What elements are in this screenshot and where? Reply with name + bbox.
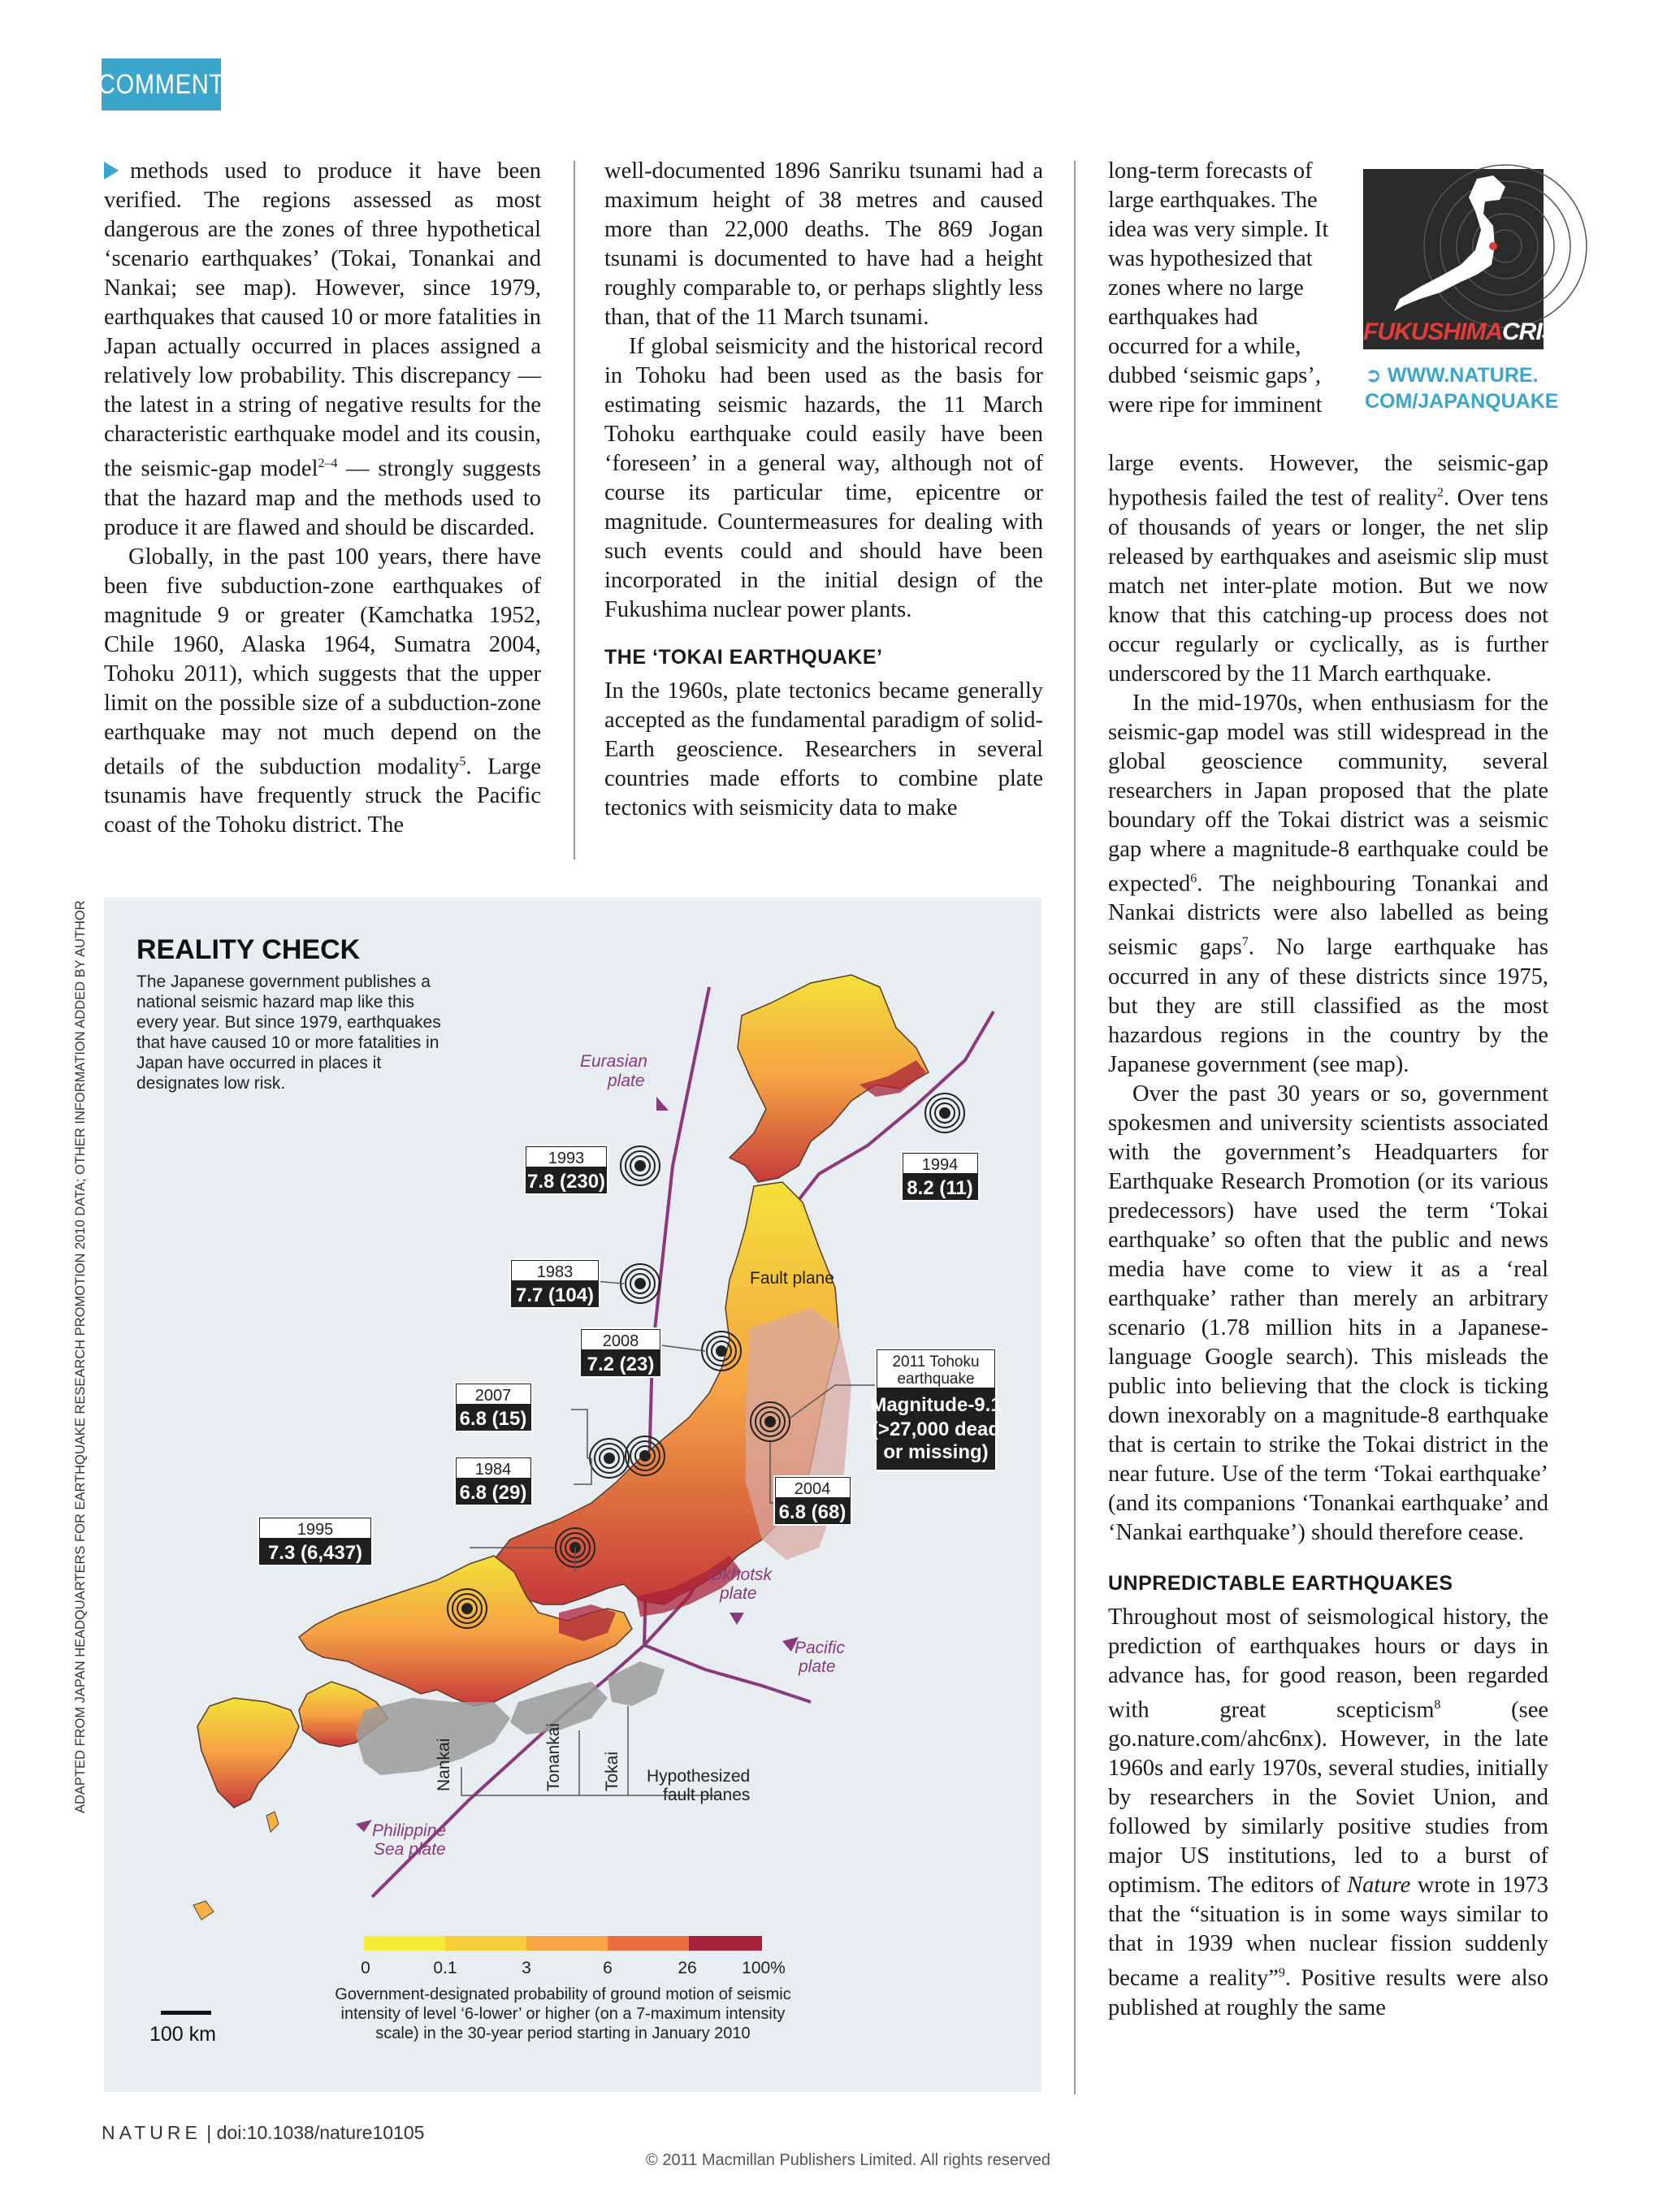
arrow-icon: ➲ [1365, 364, 1388, 387]
probability-scale [335, 1936, 790, 2042]
svg-text:Japan have occurred in places: Japan have occurred in places it [136, 1054, 382, 1072]
svg-text:fault planes: fault planes [663, 1786, 751, 1804]
svg-text:The Japanese government publis: The Japanese government publishes a [136, 972, 431, 991]
epicentre-icon [621, 1264, 660, 1303]
svg-text:1984: 1984 [474, 1461, 512, 1479]
svg-text:Eurasian: Eurasian [580, 1052, 647, 1071]
quake-callout-1993 [525, 1145, 608, 1194]
svg-text:2011 Tohoku: 2011 Tohoku [892, 1353, 980, 1371]
svg-text:that have caused 10 or more fa: that have caused 10 or more fatalities in [136, 1033, 439, 1052]
scale-swatch [608, 1936, 689, 1951]
svg-text:6: 6 [603, 1959, 613, 1977]
fukushima-crisis-thumbnail[interactable] [1363, 169, 1579, 349]
svg-text:26: 26 [678, 1959, 697, 1977]
svg-text:7.2 (23): 7.2 (23) [587, 1353, 655, 1375]
quake-callout-2007 [455, 1383, 532, 1431]
svg-text:Pacific: Pacific [795, 1639, 845, 1657]
crisis-label: FUKUSHIMACRISIS [1363, 318, 1579, 345]
svg-text:100%: 100% [742, 1959, 786, 1977]
scale-swatch [364, 1936, 445, 1951]
footer: NATURE | doi:10.1038/nature10105 [102, 2122, 425, 2143]
paragraph: methods used to produce it have been verified. The regions assessed as most dangerous are the zones of three hypothetical ‘scenario earthquakes’ (Tokai, Tonankai and Nankai; see map). However, since 1979, earthquakes that caused 10 or more fatalities in Japan actually occurred in places assigned a relatively low probability. This discrepancy — the latest in a string of negative results for the characteristic earthquake model and its cousin, the seismic-gap model$^{2-4}$ — strongly suggests that the hazard map and the methods used to produce it are flawed and should be discarded. [104, 158, 541, 540]
reality-check-figure [104, 898, 1041, 2092]
quake-callout-2008 [580, 1328, 661, 1377]
svg-text:0.1: 0.1 [433, 1959, 457, 1977]
svg-text:Nankai: Nankai [435, 1738, 453, 1791]
fault-plane-label: Fault plane [750, 1269, 834, 1288]
paragraph: Throughout most of seismological history, the prediction of earthquakes hours or days in advance has, for good reason, been regarded with great scepticism$^8$ (see go.nature.com/ahc6nx). However, in the late 1960s and early 1970s, several studies, initially by researchers in the Soviet Union, and followed by similarly positive studies from major US institutions, led to a burst of optimism. The editors of Nature wrote in 1973 that the “situation is in some ways similar to that in 1939 when nuclear fission suddenly became a reality”$^9$. Positive results were also published at roughly the same [1108, 1604, 1548, 2020]
column-1 [104, 157, 541, 840]
arrow-icon [656, 1097, 669, 1111]
hazard-map [104, 898, 1041, 2092]
scale-caption [335, 1986, 790, 2042]
epicentre-icon [590, 1439, 629, 1478]
svg-text:intensity of level ‘6-lower’ o: intensity of level ‘6-lower’ or higher (on a 7-maximum intensity [340, 2005, 786, 2023]
paragraph: long-term forecasts of large earthquakes. The idea was very simple. It was hypothesized that zones where no large earthquakes had occurred for a while, dubbed ‘seismic gaps’, were ripe for imminent [1108, 158, 1329, 418]
quake-callout-1984 [455, 1457, 532, 1505]
southern-islands [193, 1812, 279, 1920]
svg-text:Tonankai: Tonankai [544, 1722, 563, 1791]
svg-text:Government-designated probabil: Government-designated probability of ground motion of seismic [335, 1986, 791, 2003]
svg-text:6.8 (15): 6.8 (15) [459, 1408, 527, 1430]
svg-text:plate: plate [608, 1072, 645, 1090]
svg-text:or missing): or missing) [883, 1441, 989, 1463]
quake-callout-2011-tohoku [870, 1349, 1001, 1470]
paragraph: In the mid-1970s, when enthusiasm for the seismic-gap model was still widespread in the global geoscience community, several researchers in Japan proposed that the plate boundary off the Tokai district was a seismic gap where a magnitude-8 earthquake could be expected$^6$. The neighbouring Tonankai and Nankai districts were also labelled as being seismic gaps$^7$. No large earthquake has occurred in any of these districts since 1975, but they are still classified as the most hazardous regions in the country by the Japanese government (see map). [1108, 690, 1548, 1077]
epicentre-icon [925, 1094, 964, 1132]
svg-text:Tokai: Tokai [603, 1751, 621, 1791]
svg-text:national seismic hazard map li: national seismic hazard map like this [136, 993, 414, 1011]
svg-text:plate: plate [799, 1657, 836, 1676]
paragraph: well-documented 1896 Sanriku tsunami had a maximum height of 38 metres and caused more than 22,000 deaths. The 869 Jogan tsunami is documented to have had a height roughly comparable to, or perhaps slightly less than, that of the 11 March tsunami. [604, 158, 1043, 330]
figure-title: REALITY CHECK [136, 934, 361, 965]
svg-text:Sea plate: Sea plate [374, 1840, 446, 1859]
paragraph: If global seismicity and the historical record in Tohoku had been used as the basis for estimating seismic hazards, the 11 March Tohoku earthquake could easily have been ‘foreseen’ in a general way, although not of course its particular time, epicentre or magnitude. Countermeasures for dealing with such events could and should have been incorporated in the initial design of the Fukushima nuclear power plants. [604, 334, 1043, 622]
quake-callout-1995 [258, 1517, 372, 1566]
quake-callout-1994 [902, 1152, 979, 1201]
svg-text:Philippine: Philippine [372, 1821, 447, 1840]
svg-text:every year. But since 1979, ea: every year. But since 1979, earthquakes [136, 1013, 441, 1032]
figure-intro [136, 972, 441, 1093]
svg-text:7.3 (6,437): 7.3 (6,437) [267, 1542, 363, 1564]
quake-callout-1983 [510, 1259, 600, 1308]
svg-text:Magnitude-9.1: Magnitude-9.1 [870, 1394, 1002, 1416]
svg-text:(>27,000 dead: (>27,000 dead [871, 1418, 1001, 1440]
svg-text:7.7 (104): 7.7 (104) [515, 1284, 595, 1306]
svg-text:1993: 1993 [548, 1150, 585, 1167]
svg-text:2008: 2008 [602, 1332, 639, 1350]
svg-text:1995: 1995 [297, 1521, 334, 1539]
svg-text:earthquake: earthquake [897, 1371, 975, 1388]
column-rule-2 [1074, 161, 1076, 2094]
svg-text:2007: 2007 [474, 1387, 512, 1405]
scale-swatch [526, 1936, 608, 1951]
svg-text:100 km: 100 km [149, 2023, 216, 2046]
svg-text:6.8 (68): 6.8 (68) [778, 1501, 846, 1523]
svg-text:1994: 1994 [921, 1156, 959, 1174]
svg-text:6.8 (29): 6.8 (29) [459, 1482, 527, 1504]
column-3 [1108, 449, 1548, 2023]
column-rule-1 [574, 161, 575, 860]
section-heading: UNPREDICTABLE EARTHQUAKES [1108, 1571, 1453, 1595]
distance-scale-bar [149, 2011, 216, 2046]
figure-credit: ADAPTED FROM JAPAN HEADQUARTERS FOR EARTHQUAKE RESEARCH PROMOTION 2010 DATA; OTHER INFORMATION ADDED BY AUTHOR [73, 900, 88, 1813]
svg-text:Okhotsk: Okhotsk [709, 1566, 773, 1584]
copyright: © 2011 Macmillan Publishers Limited. All rights reserved [646, 2151, 1050, 2169]
svg-text:1983: 1983 [536, 1263, 574, 1281]
section-tag: COMMENT [102, 58, 221, 110]
arrow-icon [356, 1820, 372, 1832]
svg-text:plate: plate [720, 1584, 757, 1603]
paragraph: Over the past 30 years or so, government spokesmen and university scientists associated with the government’s Headquarters for Earthquake Research Promotion (or its various predecessors) have used the term ‘Tokai earthquake’ so often that the public and news media have come to view it as a ‘real earthquake’ rather than merely an arbitrary scenario (1.78 million hits in a Japanese-language Google search). This misleads the public into believing that the clock is ticking down inexorably on a magnitude-8 earthquake that is certain to strike the Tokai district in the near future. Use of the term ‘Tokai earthquake’ (and its companions ‘Tonankai earthquake’ and ‘Nankai earthquake’) should therefore cease. [1108, 1081, 1548, 1545]
arrow-icon [730, 1613, 744, 1625]
svg-text:0: 0 [361, 1959, 370, 1977]
continuation-arrow-icon [104, 162, 119, 180]
svg-text:Hypothesized: Hypothesized [647, 1767, 751, 1786]
svg-text:7.8 (230): 7.8 (230) [526, 1171, 606, 1193]
quake-callout-2004 [774, 1476, 851, 1525]
column-2 [604, 157, 1043, 823]
epicentre-icon [621, 1146, 660, 1185]
scale-swatch [445, 1936, 526, 1951]
column-3-top [1108, 157, 1336, 420]
paragraph: In the 1960s, plate tectonics became generally accepted as the fundamental paradigm of solid-Earth geoscience. Researchers in several countries made efforts to combine plate tectonics with seismicity data to make [604, 678, 1043, 821]
paragraph: Globally, in the past 100 years, there have been five subduction-zone earthquakes of magnitude 9 or greater (Kamchatka 1952, Chile 1960, Alaska 1964, Sumatra 2004, Tohoku 2011), which suggests that the upper limit on the possible size of a subduction-zone earthquake may not much depend on the details of the subduction modality$^5$. Large tsunamis have frequently struck the Pacific coast of the Tohoku district. The [104, 544, 541, 838]
svg-text:scale) in the 30-year period s: scale) in the 30-year period starting in January 2010 [375, 2025, 751, 2042]
nature-japanquake-link[interactable]: ➲ WWW.NATURE. COM/JAPANQUAKE [1365, 364, 1559, 413]
journal-name: NATURE [102, 2122, 201, 2143]
svg-text:designates low risk.: designates low risk. [136, 1074, 286, 1093]
paragraph: large events. However, the seismic-gap hypothesis failed the test of reality$^2$. Over tens of thousands of years or longer, the net slip released by earthquakes and aseismic slip must match net inter-plate motion. But we now know that this catching-up process does not occur regularly or cyclically, as is further underscored by the 11 March earthquake. [1108, 451, 1548, 686]
doi-link[interactable]: doi:10.1038/nature10105 [216, 2122, 425, 2143]
svg-text:3: 3 [522, 1959, 531, 1977]
svg-text:2004: 2004 [794, 1480, 831, 1498]
section-heading: THE ‘TOKAI EARTHQUAKE’ [604, 646, 883, 669]
scale-swatch [689, 1936, 762, 1951]
svg-text:8.2 (11): 8.2 (11) [907, 1177, 973, 1199]
